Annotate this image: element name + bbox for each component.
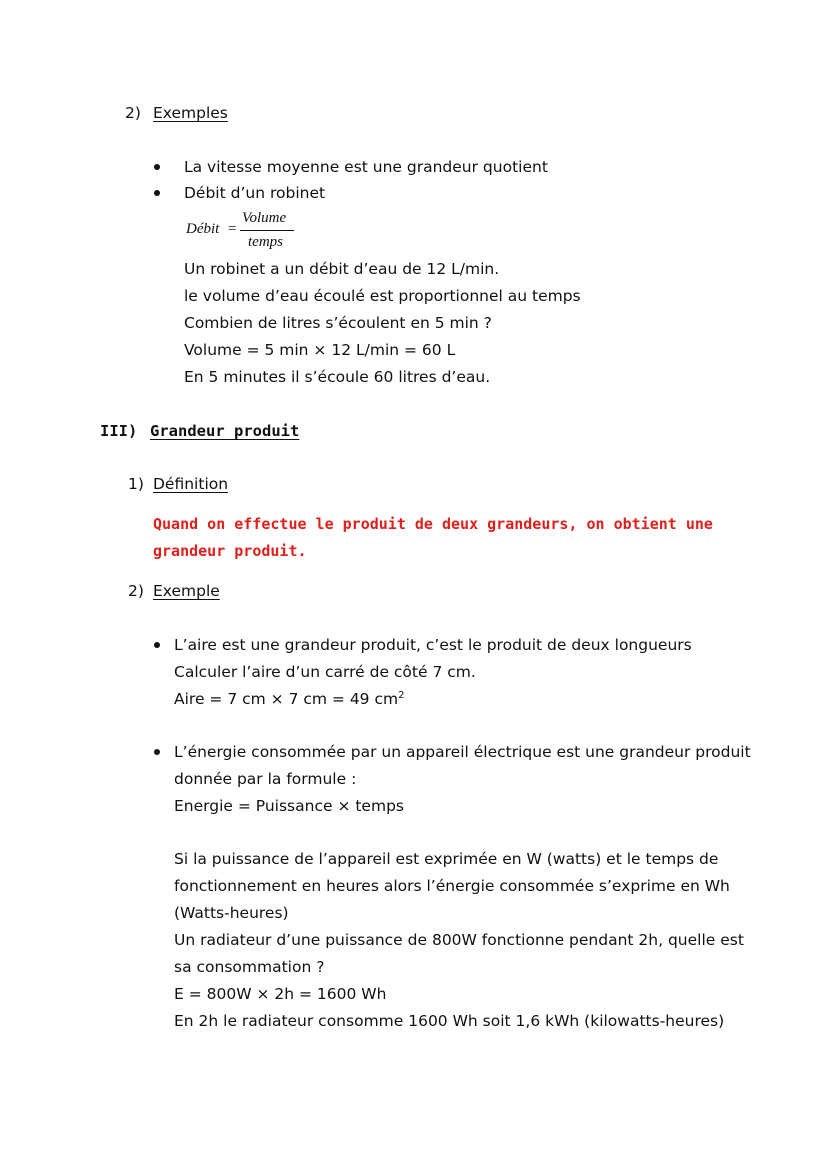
- energy-text: (Watts-heures): [174, 904, 289, 922]
- energy-text: fonctionnement en heures alors l’énergie consommée s’exprime en Wh: [174, 877, 730, 895]
- energy-text: E = 800W × 2h = 1600 Wh: [174, 985, 387, 1003]
- area-text: L’aire est une grandeur produit, c’est le produit de deux longueurs: [174, 636, 692, 654]
- definition-text: grandeur produit.: [153, 542, 307, 560]
- fraction-bar: [240, 230, 294, 231]
- area-result: [174, 689, 404, 709]
- bullet-text: Débit d’un robinet: [184, 184, 326, 202]
- chapter-number: III): [100, 422, 138, 440]
- definition-text: Quand on effectue le produit de deux grandeurs, on obtient une: [153, 515, 713, 533]
- energy-text: En 2h le radiateur consomme 1600 Wh soit 1,6 kWh (kilowatts-heures): [174, 1012, 725, 1030]
- bullet-icon: [154, 164, 160, 170]
- subsection-title: Exemple: [153, 582, 220, 600]
- energy-text: L’énergie consommée par un appareil électrique est une grandeur produit: [174, 743, 751, 761]
- exponent: 2: [398, 689, 405, 701]
- energy-text: Un radiateur d’une puissance de 800W fonctionne pendant 2h, quelle est: [174, 931, 744, 949]
- example-line: Un robinet a un débit d’eau de 12 L/min.: [184, 260, 500, 278]
- example-line: Volume = 5 min × 12 L/min = 60 L: [184, 341, 456, 359]
- formula-denominator: temps: [248, 234, 283, 250]
- bullet-icon: [154, 642, 160, 648]
- section-number: 2): [125, 104, 141, 122]
- subsection-title: Définition: [153, 475, 229, 493]
- energy-text: Si la puissance de l’appareil est exprimée en W (watts) et le temps de: [174, 850, 719, 868]
- example-line: le volume d’eau écoulé est proportionnel au temps: [184, 287, 581, 305]
- example-line: Combien de litres s’écoulent en 5 min ?: [184, 314, 492, 332]
- bullet-icon: [154, 749, 160, 755]
- area-text: Calculer l’aire d’un carré de côté 7 cm.: [174, 663, 476, 681]
- area-result-text: Aire = 7 cm × 7 cm = 49 cm: [174, 690, 399, 708]
- subsection-number: 1): [128, 475, 144, 493]
- bullet-text: La vitesse moyenne est une grandeur quotient: [184, 158, 548, 176]
- subsection-number: 2): [128, 582, 144, 600]
- formula-equals: =: [228, 221, 237, 237]
- section-title: Exemples: [153, 104, 228, 122]
- bullet-icon: [154, 190, 160, 196]
- chapter-title: Grandeur produit: [150, 422, 300, 440]
- formula-lhs: Débit: [186, 221, 220, 237]
- energy-text: donnée par la formule :: [174, 770, 357, 788]
- energy-text: sa consommation ?: [174, 958, 325, 976]
- energy-text: Energie = Puissance × temps: [174, 797, 404, 815]
- example-line: En 5 minutes il s’écoule 60 litres d’eau.: [184, 368, 491, 386]
- formula-numerator: Volume: [242, 210, 287, 226]
